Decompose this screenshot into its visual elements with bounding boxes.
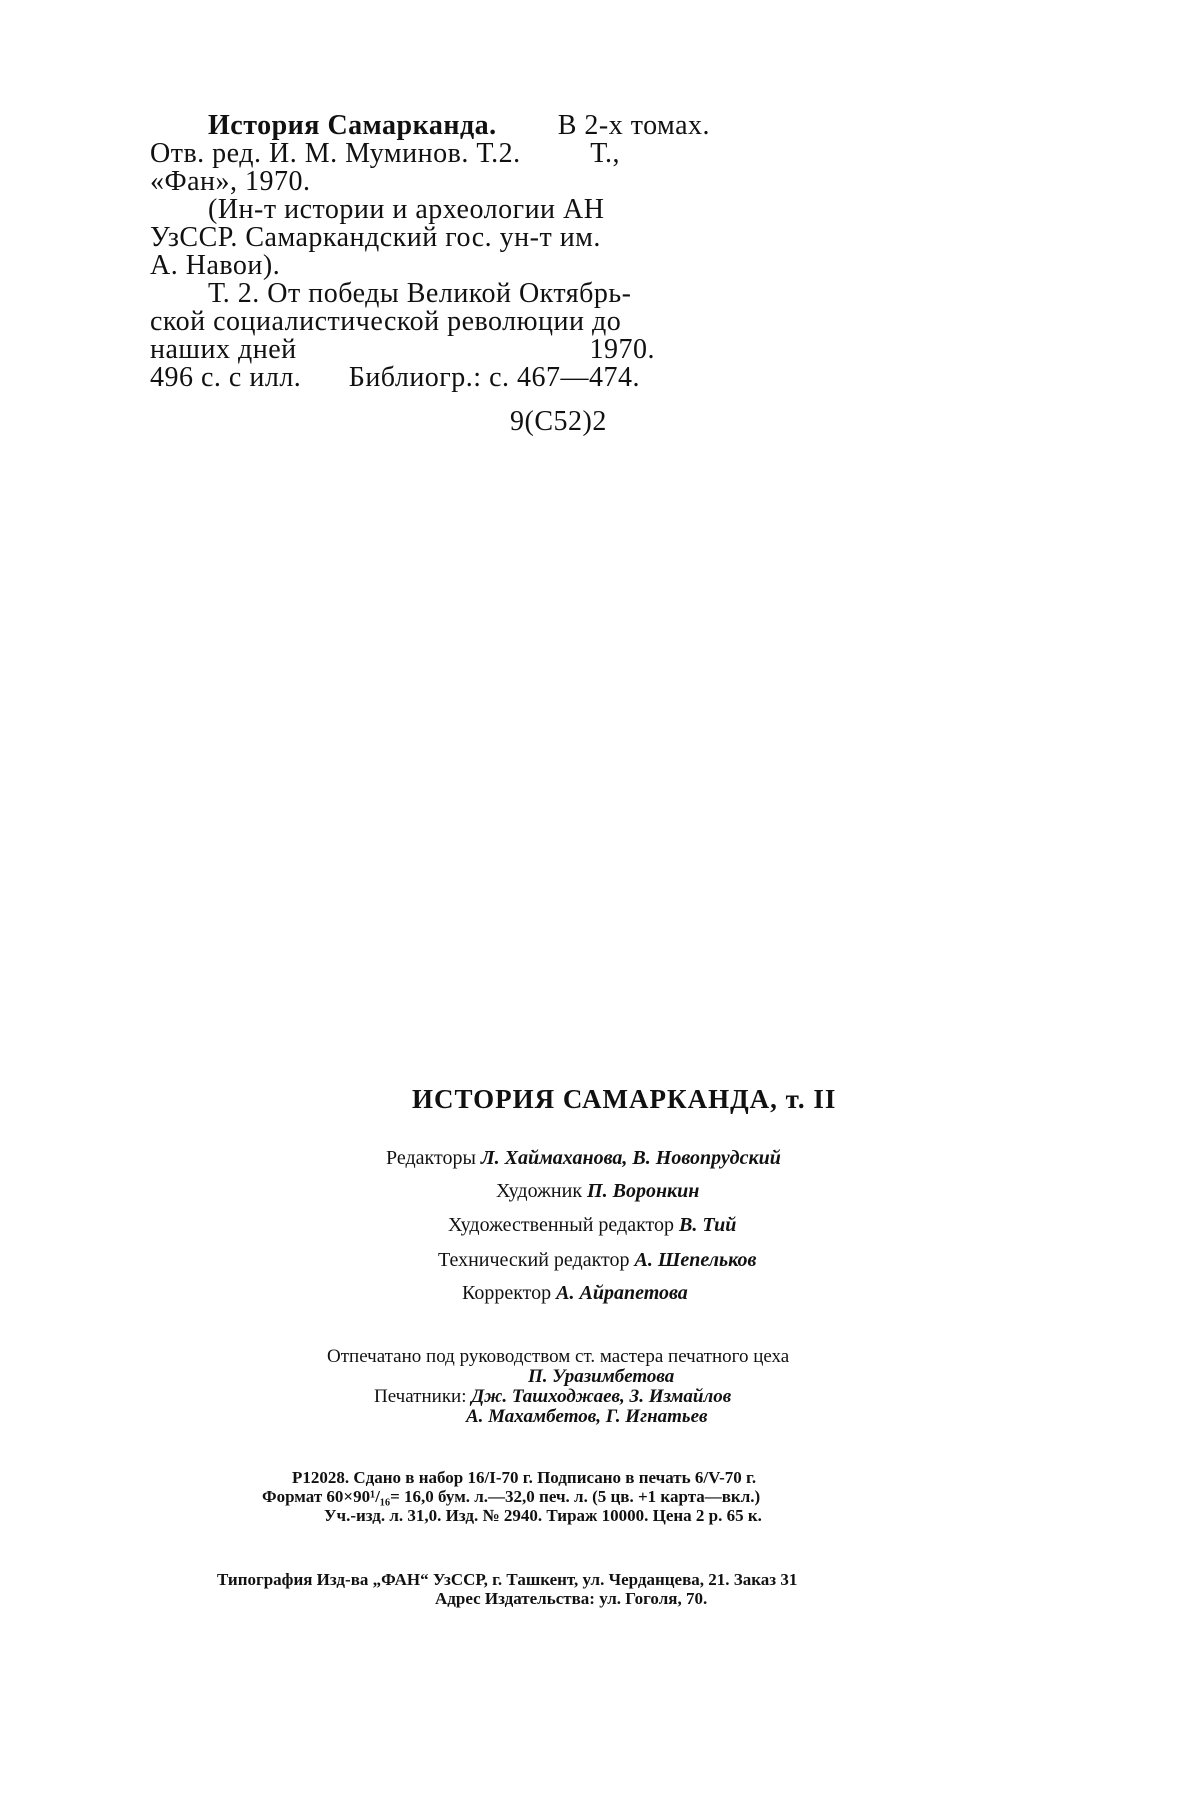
artist-name: П. Воронкин (587, 1180, 700, 1202)
editors-line (386, 1147, 781, 1169)
catalog-line-8: ской социалистической революции до (150, 306, 622, 337)
artist-line (496, 1180, 699, 1202)
catalog-line-2 (150, 140, 620, 168)
artist-label: Художник (496, 1180, 583, 1202)
catalog-line-1 (208, 112, 710, 140)
book-title: История Самарканда. (208, 110, 497, 141)
tech-editor-name: А. Шепельков (634, 1249, 757, 1271)
bibliography-pages: Библиогр.: с. 467—474. (348, 362, 640, 393)
proofreader-name: А. Айрапетова (556, 1282, 688, 1304)
catalog-line-4: (Ин-т истории и археологии АН (208, 194, 605, 225)
address-line: Адрес Издательства: ул. Гоголя, 70. (435, 1589, 708, 1608)
print-supervision: Отпечатано под руководством ст. мастера печатного цеха (327, 1346, 790, 1367)
pub-line-2: Формат 60×90¹/₁₆= 16,0 бум. л.—32,0 печ. л. (5 цв. +1 карта—вкл.) (262, 1487, 761, 1506)
editors-names: Л. Хаймаханова, В. Новопрудский (480, 1147, 781, 1169)
volumes-note: В 2-х томах. (557, 110, 710, 141)
classification-code: 9(С52)2 (510, 406, 607, 437)
tech-editor-label: Технический редактор (438, 1249, 630, 1271)
press-line: Типография Изд-ва „ФАН“ УзССР, г. Ташкент, ул. Черданцева, 21. Заказ 31 (217, 1570, 798, 1589)
catalog-line-7: Т. 2. От победы Великой Октябрь- (208, 278, 632, 309)
art-editor-name: В. Тий (679, 1214, 737, 1236)
art-editor-label: Художественный редактор (448, 1214, 674, 1236)
period-label: наших дней (150, 334, 297, 365)
year: 1970. (589, 334, 655, 365)
imprint-title: ИСТОРИЯ САМАРКАНДА, т. II (412, 1084, 837, 1114)
responsible-editor: Отв. ред. И. М. Муминов. Т.2. (150, 138, 521, 169)
page-count: 496 с. с илл. (150, 362, 302, 393)
catalog-line-3: «Фан», 1970. (150, 166, 311, 197)
catalog-line-6: А. Навои). (150, 250, 281, 281)
catalog-card (150, 112, 710, 392)
catalog-line-9 (150, 336, 655, 364)
printers-names-2: А. Махамбетов, Г. Игнатьев (466, 1406, 708, 1427)
printers-names-1: Дж. Ташходжаев, З. Измайлов (471, 1386, 732, 1407)
tech-editor-line (438, 1249, 756, 1271)
city-abbrev: Т., (590, 138, 620, 169)
art-editor-line (448, 1214, 736, 1236)
printers-line (374, 1387, 731, 1407)
catalog-line-5: УзССР. Самаркандский гос. ун-т им. (150, 222, 601, 253)
pub-line-1: Р12028. Сдано в набор 16/I-70 г. Подписано в печать 6/V-70 г. (292, 1468, 757, 1487)
printers-label: Печатники: (374, 1386, 467, 1407)
proofreader-line (462, 1282, 688, 1304)
catalog-line-10 (150, 364, 640, 392)
editors-label: Редакторы (386, 1147, 476, 1169)
print-master: П. Уразимбетова (528, 1366, 675, 1387)
proofreader-label: Корректор (462, 1282, 552, 1304)
pub-line-3: Уч.-изд. л. 31,0. Изд. № 2940. Тираж 10000. Цена 2 р. 65 к. (324, 1506, 762, 1525)
